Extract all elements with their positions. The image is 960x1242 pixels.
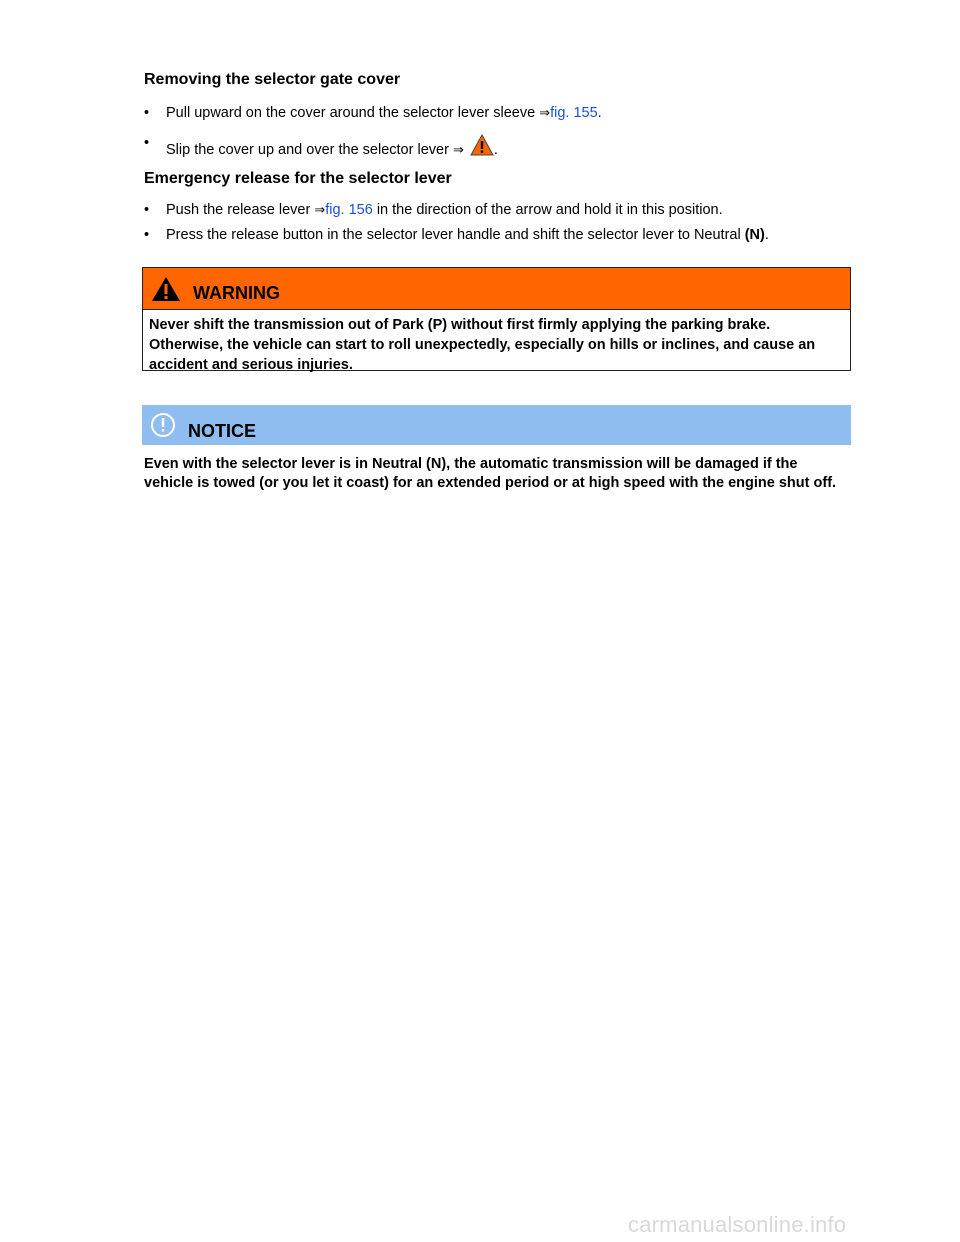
exclamation-circle-icon bbox=[150, 412, 176, 438]
arrow-symbol: ⇒ bbox=[539, 106, 551, 121]
list-item bbox=[144, 226, 769, 244]
warning-triangle-icon bbox=[151, 276, 181, 302]
arrow-symbol: ⇒ bbox=[314, 203, 326, 218]
bullet-suffix: . bbox=[493, 142, 498, 158]
section-heading-removing-cover: Removing the selector gate cover bbox=[144, 71, 401, 88]
bullet-dot: • bbox=[144, 202, 150, 218]
section-heading-emergency-release: Emergency release for the selector lever bbox=[144, 170, 452, 187]
bullet-dot: • bbox=[144, 105, 150, 121]
bullet-text: Slip the cover up and over the selector lever bbox=[166, 142, 453, 158]
bullet-dot: • bbox=[144, 135, 150, 151]
bullet-suffix: . bbox=[597, 105, 602, 121]
list-item bbox=[144, 134, 498, 160]
bullet-suffix: in the direction of the arrow and hold it in this position. bbox=[372, 202, 723, 218]
bullet-suffix: . bbox=[764, 227, 769, 243]
warning-box bbox=[142, 267, 851, 371]
arrow-symbol: ⇒ bbox=[452, 143, 464, 158]
warning-text: Never shift the transmission out of Park (P) without first firmly applying the parking brake. Otherwise, the vehicle can start to roll unexpectedly, especially on hills or inclines, and cause an accident and serious injuries. bbox=[149, 317, 816, 373]
fig-156-link[interactable]: fig. 156 bbox=[325, 202, 373, 218]
warning-triangle-icon[interactable] bbox=[470, 134, 494, 156]
notice-title: NOTICE bbox=[188, 420, 257, 441]
fig-155-link[interactable]: fig. 155 bbox=[550, 105, 598, 121]
neutral-label: (N) bbox=[744, 227, 765, 243]
list-item bbox=[144, 104, 602, 123]
notice-text: Even with the selector lever is in Neutral (N), the automatic transmission will be damaged if the vehicle is towed (or you let it coast) for an extended period or at high speed with the engine shut off. bbox=[144, 456, 837, 491]
notice-header bbox=[142, 405, 851, 445]
bullet-text: Pull upward on the cover around the selector lever sleeve bbox=[166, 105, 540, 121]
warning-title: WARNING bbox=[193, 283, 280, 303]
bullet-text: Press the release button in the selector lever handle and shift the selector lever to Neutral bbox=[166, 227, 745, 243]
bullet-dot: • bbox=[144, 227, 150, 243]
list-item bbox=[144, 201, 723, 220]
bullet-text: Push the release lever bbox=[166, 202, 315, 218]
watermark: carmanualsonline.info bbox=[628, 1212, 847, 1237]
warning-header bbox=[143, 268, 850, 310]
